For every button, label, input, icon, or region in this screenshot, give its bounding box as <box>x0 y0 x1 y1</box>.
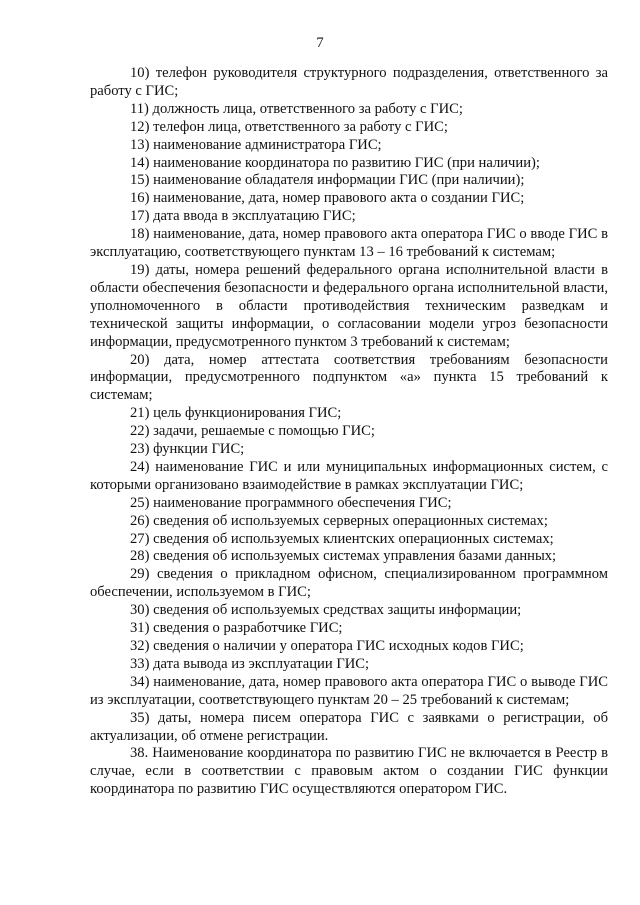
list-item: 26) сведения об используемых серверных операционных системах; <box>130 512 548 529</box>
list-item: 21) цель функционирования ГИС; <box>130 405 342 422</box>
list-item: 29) сведения о прикладном офисном, специализированном программном обеспечении, используемом в ГИС; <box>90 566 608 601</box>
list-item: 16) наименование, дата, номер правового акта о создании ГИС; <box>130 190 525 207</box>
list-item: 27) сведения об используемых клиентских операционных системах; <box>130 530 554 547</box>
list-item: 24) наименование ГИС и или муниципальных информационных систем, с которыми организовано взаимодействие в рамках эксплуатации ГИС; <box>90 458 608 493</box>
list-item: 35) даты, номера писем оператора ГИС с заявками о регистрации, об актуализации, об отмене регистрации. <box>90 709 608 744</box>
list-item: 15) наименование обладателя информации ГИС (при наличии); <box>130 172 525 189</box>
list-item: 22) задачи, решаемые с помощью ГИС; <box>130 423 375 440</box>
list-item: 28) сведения об используемых системах управления базами данных; <box>130 548 557 565</box>
list-item: 33) дата вывода из эксплуатации ГИС; <box>130 655 370 672</box>
list-item: 30) сведения об используемых средствах защиты информации; <box>130 602 522 619</box>
list-item: 13) наименование администратора ГИС; <box>130 136 382 153</box>
list-item: 34) наименование, дата, номер правового акта оператора ГИС о выводе ГИС из эксплуатации, соответствующего пунктам 20 – 25 требований к системам; <box>90 673 608 708</box>
list-item: 10) телефон руководителя структурного подразделения, ответственного за работу с ГИС; <box>90 65 608 99</box>
list-item: 20) дата, номер аттестата соответствия требованиям безопасности информации, предусмотренного подпунктом «а» пункта 15 требований к системам; <box>90 351 608 404</box>
list-item: 23) функции ГИС; <box>130 441 245 458</box>
list-item: 32) сведения о наличии у оператора ГИС исходных кодов ГИС; <box>130 638 524 654</box>
list-item: 17) дата ввода в эксплуатацию ГИС; <box>130 208 356 225</box>
list-item: 25) наименование программного обеспечения ГИС; <box>130 494 452 511</box>
section-paragraph: 38. Наименование координатора по развитию ГИС не включается в Реестр в случае, если в соответствии с правовым актом о создании ГИС функции координатора по развитию ГИС осуществляются оператором ГИС. <box>90 745 608 798</box>
list-item: 11) должность лица, ответственного за работу с ГИС; <box>130 100 463 117</box>
list-item: 18) наименование, дата, номер правового акта оператора ГИС о вводе ГИС в эксплуатацию, соответствующего пунктам 13 – 16 требований к системам; <box>90 226 608 261</box>
list-item: 12) телефон лица, ответственного за работу с ГИС; <box>130 118 448 135</box>
document-body <box>90 65 608 799</box>
page-number: 7 <box>316 35 324 51</box>
list-item: 14) наименование координатора по развитию ГИС (при наличии); <box>130 154 540 171</box>
list-item: 31) сведения о разработчике ГИС; <box>130 620 343 637</box>
list-item: 19) даты, номера решений федерального органа исполнительной власти в области обеспечения безопасности и федерального органа исполнительной власти, уполномоченного в области противодействия техническим разведкам и технической защиты информации, о согласовании модели угроз безопасности информации, предусмотренного пунктом 3 требований к системам; <box>90 261 608 350</box>
